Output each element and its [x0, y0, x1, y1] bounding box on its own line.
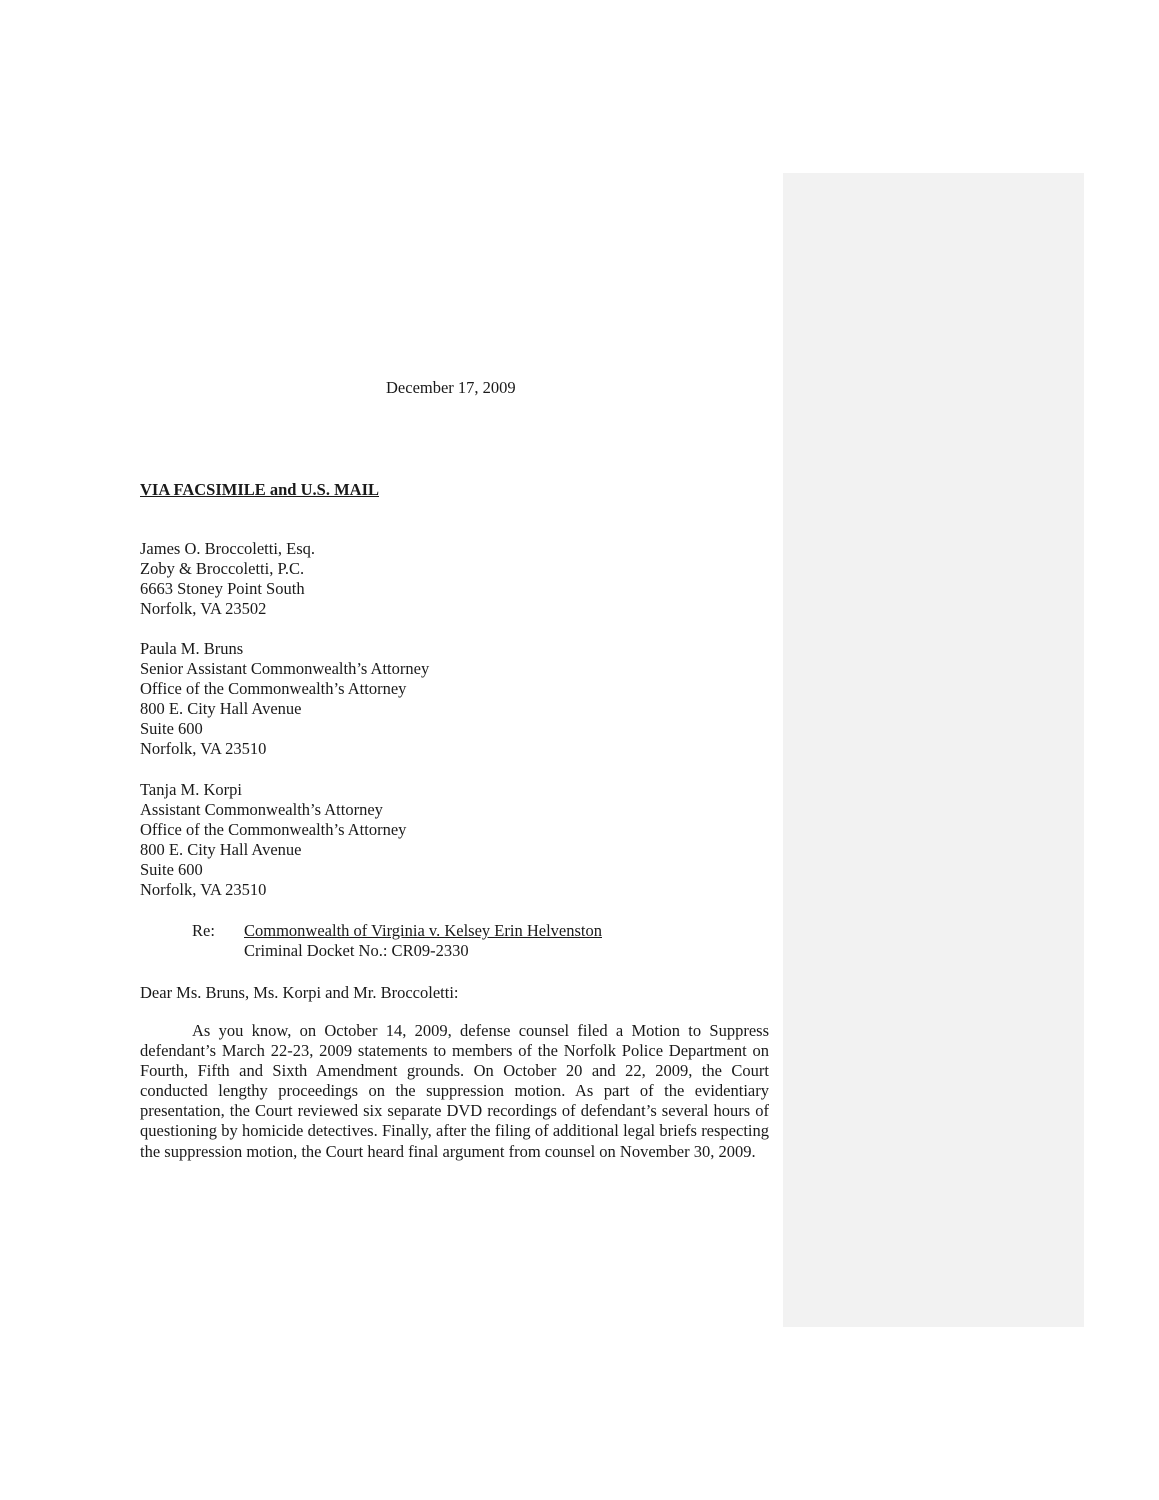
address-line: Paula M. Bruns [140, 639, 244, 658]
address-line: Senior Assistant Commonwealth’s Attorney [140, 659, 430, 679]
salutation: Dear Ms. Bruns, Ms. Korpi and Mr. Broccoletti: [140, 983, 459, 1002]
address-line: Suite 600 [140, 860, 203, 880]
reference-label: Re: [192, 921, 215, 940]
address-line: Suite 600 [140, 719, 203, 739]
address-line: Norfolk, VA 23502 [140, 599, 267, 619]
docket-number: Criminal Docket No.: CR09-2330 [244, 941, 469, 960]
address-line: Zoby & Broccoletti, P.C. [140, 559, 305, 579]
address-line: 800 E. City Hall Avenue [140, 699, 302, 719]
case-caption: Commonwealth of Virginia v. Kelsey Erin Helvenston [244, 921, 602, 940]
comment-margin-pane [783, 173, 1084, 1327]
address-line: Tanja M. Korpi [140, 780, 242, 799]
address-line: Norfolk, VA 23510 [140, 880, 267, 900]
recipient-address-bruns [140, 639, 429, 760]
address-line: 800 E. City Hall Avenue [140, 840, 302, 860]
address-line: 6663 Stoney Point South [140, 579, 305, 599]
address-line: Assistant Commonwealth’s Attorney [140, 800, 383, 820]
body-paragraph: As you know, on October 14, 2009, defense counsel filed a Motion to Suppress defendant’s March 22-23, 2009 statements to members of the Norfolk Police Department on Fourth, Fifth and Sixth Amendment grounds. On October 20 and 22, 2009, the Court conducted lengthy proceedings on the suppression motion. As part of the evidentiary presentation, the Court reviewed six separate DVD recordings of defendant’s several hours of questioning by homicide detectives. Finally, after the filing of additional legal briefs respecting the suppression motion, the Court heard final argument from counsel on November 30, 2009. [140, 1021, 769, 1161]
reference-lines [244, 921, 602, 961]
address-line: Office of the Commonwealth’s Attorney [140, 679, 407, 699]
address-line: James O. Broccoletti, Esq. [140, 539, 316, 558]
recipient-address-korpi [140, 780, 406, 901]
letter-date: December 17, 2009 [386, 378, 516, 397]
delivery-method: VIA FACSIMILE and U.S. MAIL [140, 480, 379, 499]
recipient-address-broccoletti [140, 539, 315, 619]
address-line: Norfolk, VA 23510 [140, 739, 267, 759]
address-line: Office of the Commonwealth’s Attorney [140, 820, 407, 840]
